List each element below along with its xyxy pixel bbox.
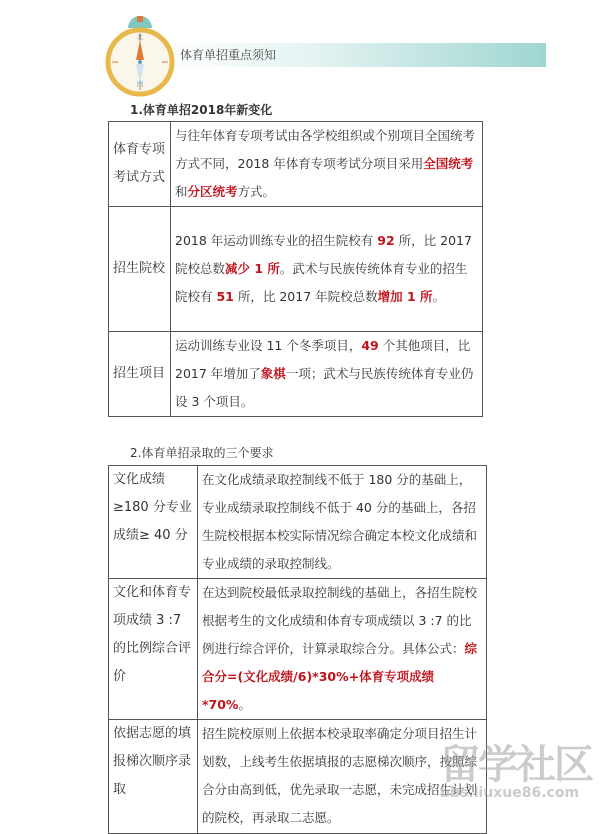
text-segment: 所，比 2017 年院校总数 — [233, 289, 378, 304]
table-row — [109, 332, 483, 417]
watermark-url: bbs.liuxue86.com — [440, 785, 580, 801]
highlight-segment: 分区统考 — [187, 184, 238, 199]
highlight-segment: 综合分=(文化成绩/6)*30%+体育专项成绩*70% — [202, 641, 478, 712]
text-segment: 所，比 2017 院校总数 — [175, 233, 472, 276]
row-content — [171, 332, 483, 417]
row-content — [171, 207, 483, 332]
table-row — [109, 579, 487, 720]
highlight-segment: 增加 1 所 — [377, 289, 433, 304]
table-row — [109, 720, 487, 834]
table-row — [109, 466, 487, 579]
text-segment: 。武术与民族传统体育专业的招生院校有 — [175, 261, 468, 304]
text-segment: 和 — [175, 184, 188, 199]
highlight-segment: 象棋 — [260, 366, 286, 381]
text-segment: 招生院校原则上依据本校录取率确定分项目招生计划数，上线考生依据填报的志愿梯次顺序，按照综合分由高到低，优先录取一志愿，未完成招生计划的院校，再录取二志愿。 — [202, 726, 478, 825]
stopwatch-icon — [104, 10, 176, 96]
row-label: 招生院校 — [109, 207, 171, 332]
row-content — [198, 466, 487, 579]
text-segment: 在达到院校最低录取控制线的基础上，各招生院校根据考生的文化成绩和体育专项成绩以 3 :7 的比例进行综合评价，计算录取综合分。具体公式： — [202, 585, 478, 656]
table-row — [109, 207, 483, 332]
row-content — [198, 579, 487, 720]
text-segment: 运动训练专业设 11 个冬季项目， — [175, 338, 362, 353]
table-row — [109, 122, 483, 207]
banner-title: 体育单招重点须知 — [180, 48, 277, 62]
text-segment: 方式。 — [237, 184, 276, 199]
clock-label-top: 北 — [136, 33, 144, 41]
row-label: 文化和体育专项成绩 3 :7 的比例综合评价 — [109, 579, 198, 720]
section2-heading: 2.体育单招录取的三个要求 — [130, 446, 274, 460]
row-label: 文化成绩≥180 分专业成绩≥ 40 分 — [109, 466, 198, 579]
text-segment: 个其他项目，比 2017 年增加了 — [175, 338, 471, 381]
section2-table — [108, 465, 487, 834]
row-content — [171, 122, 483, 207]
section1-heading: 1.体育单招2018年新变化 — [130, 103, 273, 117]
text-segment: 一项；武术与民族传统体育专业仍设 3 个项目。 — [175, 366, 474, 409]
highlight-segment: 92 — [377, 233, 395, 248]
highlight-segment: 全国统考 — [423, 156, 474, 171]
row-label: 招生项目 — [109, 332, 171, 417]
text-segment: 与往年体育专项考试由各学校组织或个别项目全国统考方式不同，2018 年体育专项考试分项目采用 — [175, 128, 476, 171]
highlight-segment: 51 — [216, 289, 234, 304]
highlight-segment: 减少 1 所 — [225, 261, 280, 276]
section1-table — [108, 121, 483, 417]
text-segment: 2018 年运动训练专业的招生院校有 — [175, 233, 378, 248]
text-segment: 。 — [238, 697, 251, 712]
text-segment: 在文化成绩录取控制线不低于 180 分的基础上，专业成绩录取控制线不低于 40 分的基础上，各招生院校根据本校实际情况综合确定本校文化成绩和专业成绩的录取控制线。 — [202, 472, 478, 571]
clock-label-bottom: 南 — [136, 80, 144, 88]
watermark-main: 留学社区 — [440, 742, 592, 788]
text-segment: 。 — [432, 289, 446, 304]
highlight-segment: 49 — [361, 338, 379, 353]
row-label: 体育专项考试方式 — [109, 122, 171, 207]
watermark — [440, 742, 600, 807]
row-label: 依据志愿的填报梯次顺序录取 — [109, 720, 198, 834]
